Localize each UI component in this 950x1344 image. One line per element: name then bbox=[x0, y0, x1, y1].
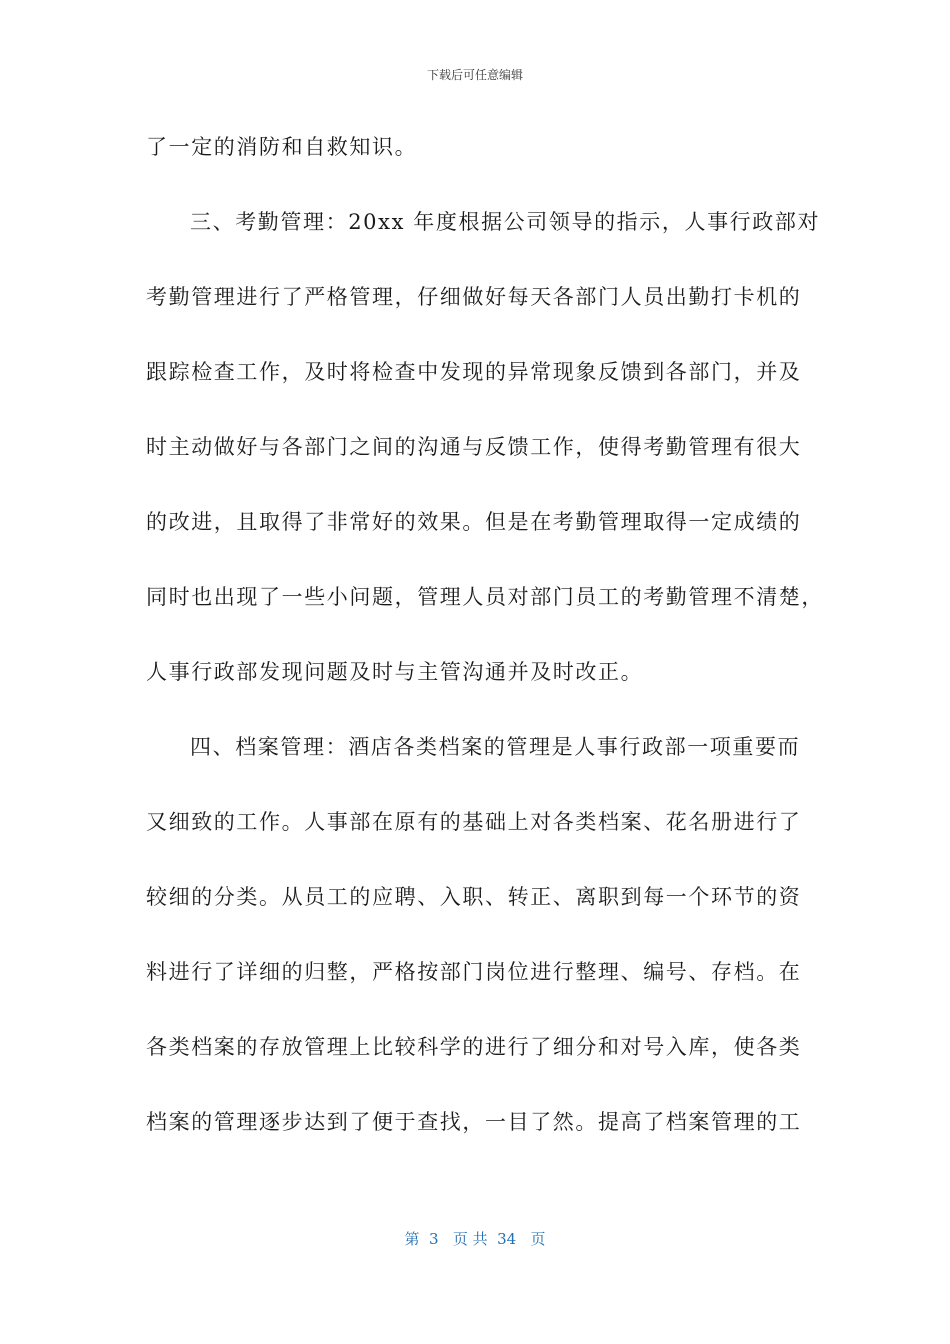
page-number-footer: 第 3 页 共 34 页 bbox=[404, 1230, 546, 1248]
body-line: 了一定的消防和自救知识。 bbox=[146, 135, 418, 159]
body-line: 考勤管理进行了严格管理，仔细做好每天各部门人员出勤打卡机的 bbox=[146, 285, 802, 309]
body-line: 时主动做好与各部门之间的沟通与反馈工作，使得考勤管理有很大 bbox=[146, 435, 802, 459]
body-line: 各类档案的存放管理上比较科学的进行了细分和对号入库，使各类 bbox=[146, 1035, 802, 1059]
paragraph-start-line: 四、档案管理：酒店各类档案的管理是人事行政部一项重要而 bbox=[190, 735, 801, 759]
body-line: 人事行政部发现问题及时与主管沟通并及时改正。 bbox=[146, 660, 644, 684]
body-line: 档案的管理逐步达到了便于查找，一目了然。提高了档案管理的工 bbox=[146, 1110, 802, 1134]
body-line: 较细的分类。从员工的应聘、入职、转正、离职到每一个环节的资 bbox=[146, 885, 802, 909]
body-line: 跟踪检查工作，及时将检查中发现的异常现象反馈到各部门，并及 bbox=[146, 360, 802, 384]
page-header: 下载后可任意编辑 bbox=[426, 68, 523, 82]
body-line: 料进行了详细的归整，严格按部门岗位进行整理、编号、存档。在 bbox=[146, 960, 802, 984]
body-line: 又细致的工作。人事部在原有的基础上对各类档案、花名册进行了 bbox=[146, 810, 802, 834]
paragraph-start-line: 三、考勤管理：20xx 年度根据公司领导的指示，人事行政部对 bbox=[190, 210, 821, 234]
body-line: 的改进，且取得了非常好的效果。但是在考勤管理取得一定成绩的 bbox=[146, 510, 802, 534]
body-line: 同时也出现了一些小问题，管理人员对部门员工的考勤管理不清楚， bbox=[146, 585, 824, 609]
document-body bbox=[146, 128, 824, 1178]
